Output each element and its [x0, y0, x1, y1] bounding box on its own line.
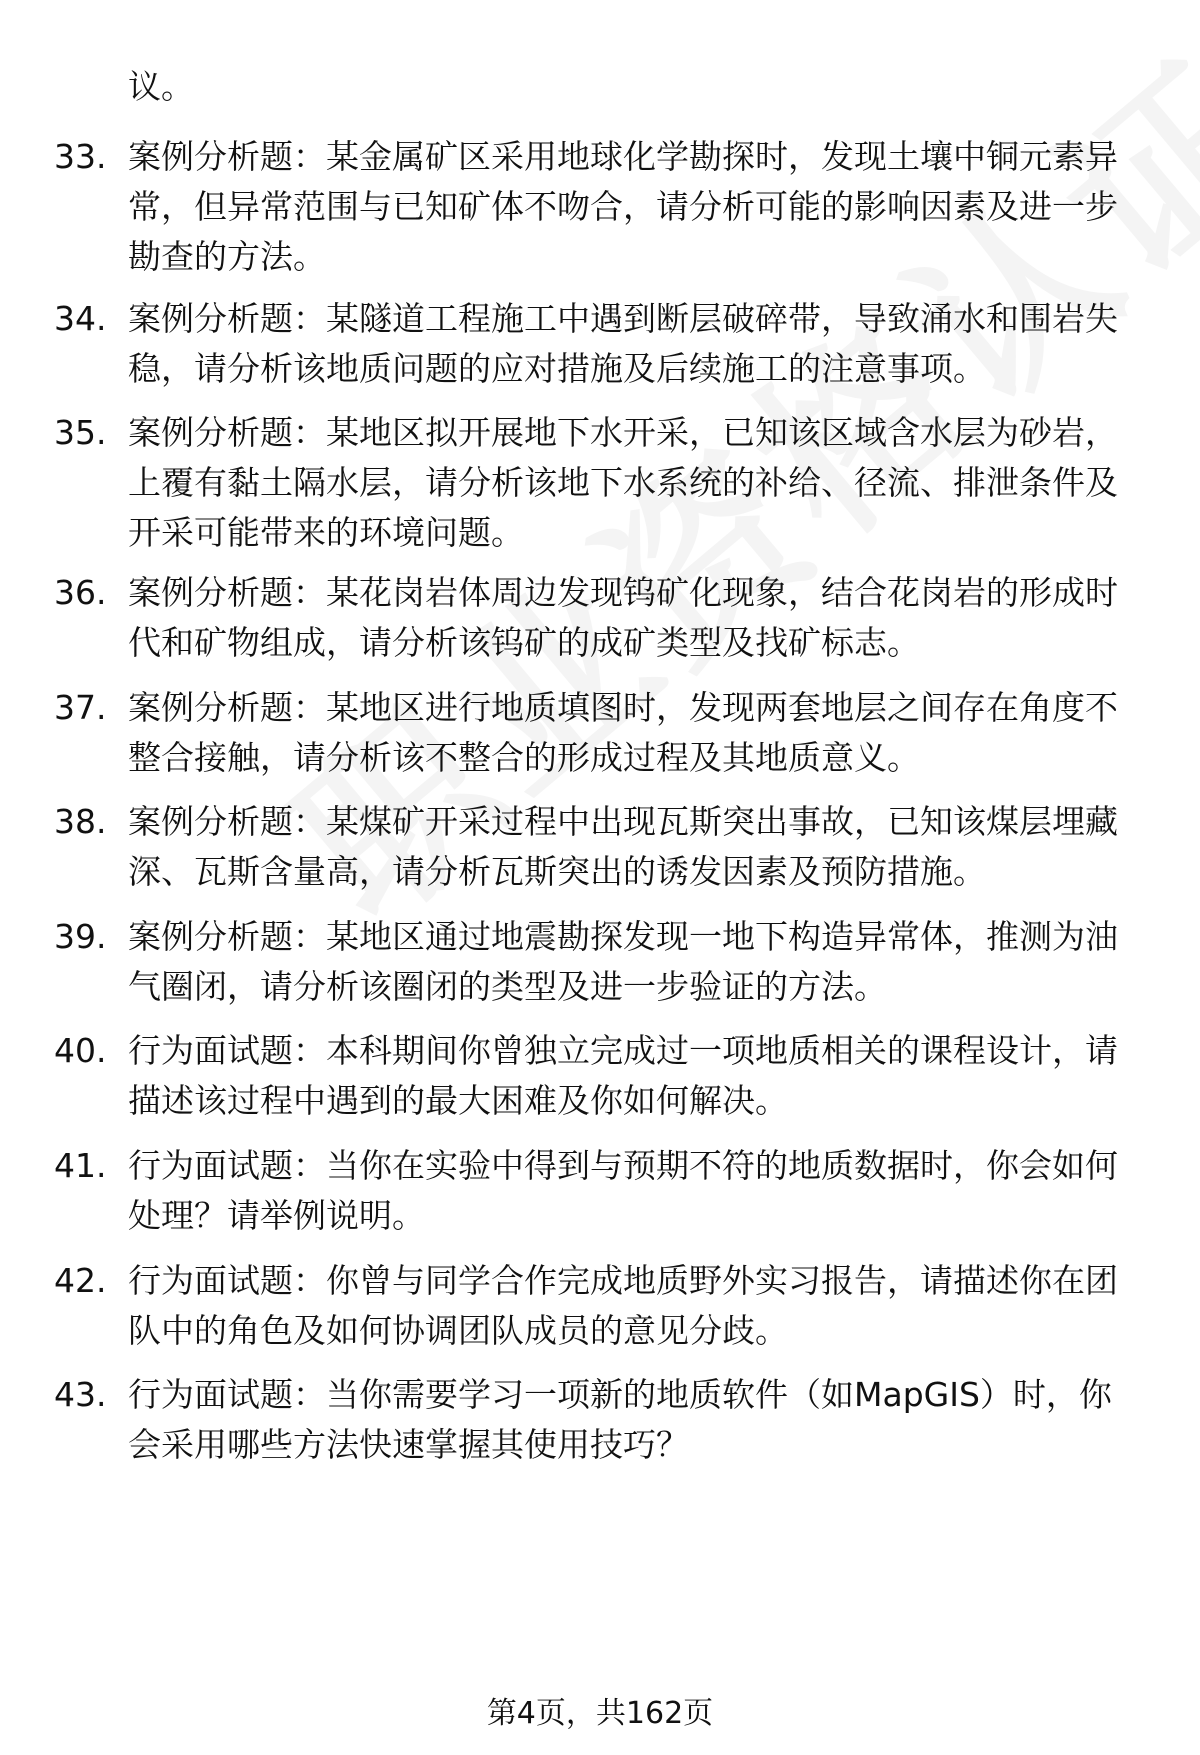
question-text: 案例分析题：某地区通过地震勘探发现一地下构造异常体，推测为油气圈闭，请分析该圈闭的类型及进一步验证的方法。 — [128, 917, 1118, 1006]
question-number: 33. — [54, 137, 107, 176]
question-text: 案例分析题：某地区拟开展地下水开采，已知该区域含水层为砂岩，上覆有黏土隔水层，请分析该地下水系统的补给、径流、排泄条件及开采可能带来的环境问题。 — [128, 413, 1118, 552]
question-number: 35. — [54, 413, 107, 452]
continuation-text: 议。 — [128, 67, 194, 106]
question-text: 案例分析题：某花岗岩体周边发现钨矿化现象，结合花岗岩的形成时代和矿物组成，请分析该钨矿的成矿类型及找矿标志。 — [128, 573, 1118, 662]
question-text: 行为面试题：你曾与同学合作完成地质野外实习报告，请描述你在团队中的角色及如何协调团队成员的意见分歧。 — [128, 1261, 1118, 1350]
question-number: 34. — [54, 299, 107, 338]
question-number: 41. — [54, 1146, 107, 1185]
page-footer: 第4页，共162页 — [486, 1696, 714, 1731]
question-text: 案例分析题：某地区进行地质填图时，发现两套地层之间存在角度不整合接触，请分析该不整合的形成过程及其地质意义。 — [128, 688, 1118, 777]
question-number: 37. — [54, 688, 107, 727]
question-number: 39. — [54, 917, 107, 956]
question-number: 42. — [54, 1261, 107, 1300]
question-number: 38. — [54, 802, 107, 841]
question-text: 行为面试题：本科期间你曾独立完成过一项地质相关的课程设计，请描述该过程中遇到的最大困难及你如何解决。 — [128, 1031, 1118, 1120]
question-number: 36. — [54, 573, 107, 612]
question-text: 行为面试题：当你在实验中得到与预期不符的地质数据时，你会如何处理？请举例说明。 — [128, 1146, 1118, 1235]
question-text: 行为面试题：当你需要学习一项新的地质软件（如MapGIS）时，你会采用哪些方法快速掌握其使用技巧？ — [128, 1375, 1112, 1464]
question-text: 案例分析题：某煤矿开采过程中出现瓦斯突出事故，已知该煤层埋藏深、瓦斯含量高，请分析瓦斯突出的诱发因素及预防措施。 — [128, 802, 1118, 891]
question-text: 案例分析题：某隧道工程施工中遇到断层破碎带，导致涌水和围岩失稳，请分析该地质问题的应对措施及后续施工的注意事项。 — [128, 299, 1118, 388]
question-text: 案例分析题：某金属矿区采用地球化学勘探时，发现土壤中铜元素异常，但异常范围与已知矿体不吻合，请分析可能的影响因素及进一步勘查的方法。 — [128, 137, 1118, 276]
question-number: 43. — [54, 1375, 107, 1414]
question-number: 40. — [54, 1031, 107, 1070]
